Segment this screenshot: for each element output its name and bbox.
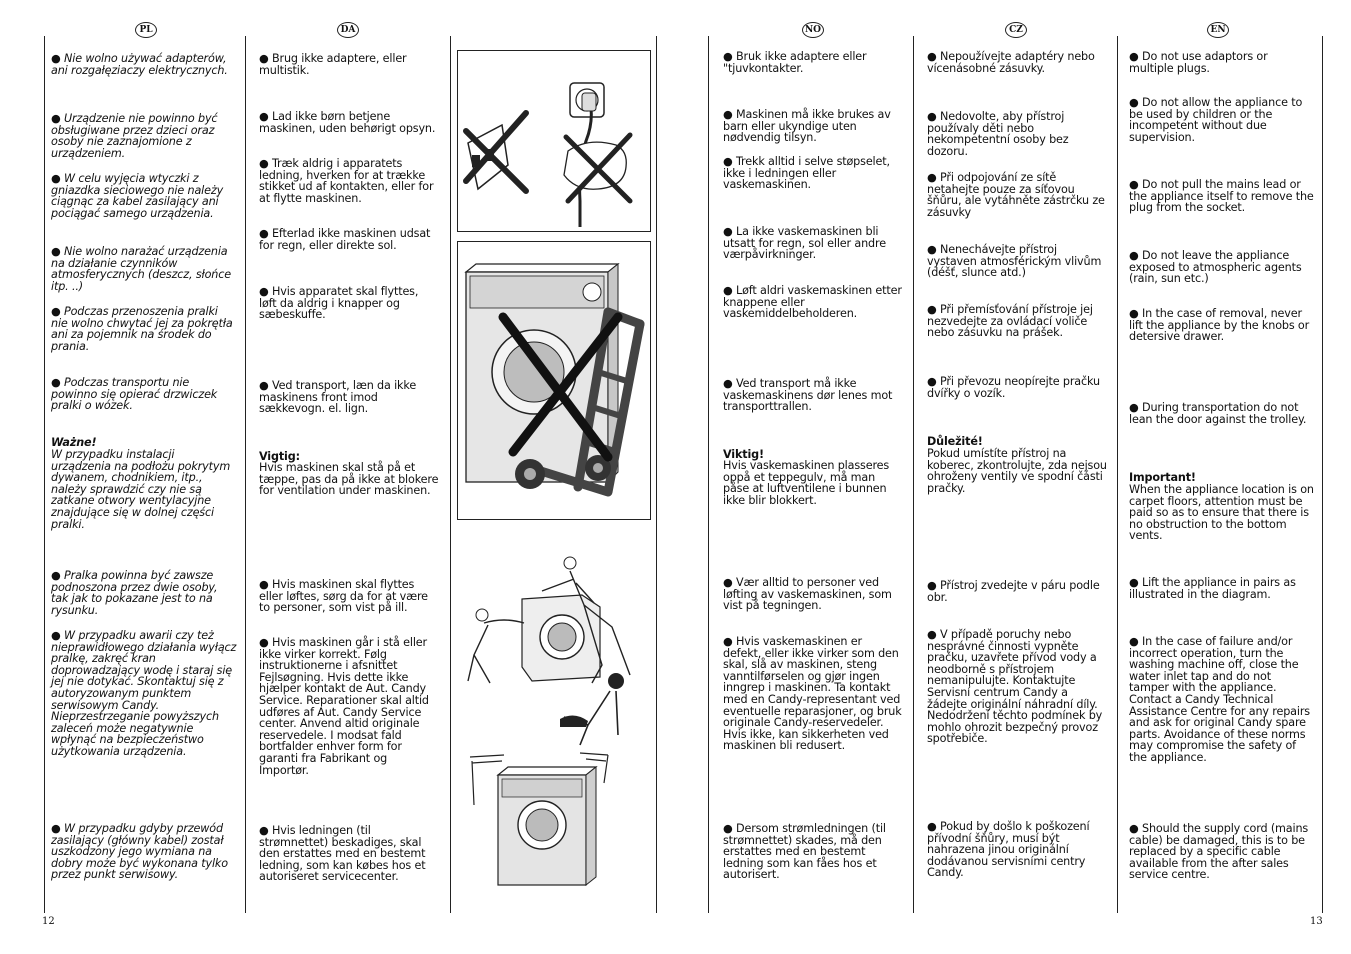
paragraph-pl-2: ● Urządzenie nie powinno być obsługiwane przez dzieci oraz osoby nie zaznajomione z urządzeniem. (51, 112, 218, 160)
language-badge-cz: CZ (1005, 22, 1027, 38)
page-number-right: 13 (1310, 916, 1323, 927)
paragraph-da-8: ● Hvis maskinen skal flyttes eller løftes, sørg da for at være to personer, som vist på ill. (259, 578, 428, 615)
paragraph-en-4: ● Do not leave the appliance exposed to atmospheric agents (rain, sun etc.) (1129, 249, 1302, 286)
paragraph-da-10: ● Hvis ledningen (til strømnettet) beskadiges, skal den erstattes med en bestemt ledning, som kan købes hos et autoriseret servicecenter. (259, 824, 426, 884)
heading-en: Important! (1129, 471, 1196, 484)
paragraph-en-2: ● Do not allow the appliance to be used by children or the incompetent without due supervision. (1129, 96, 1303, 144)
paragraph-no-6: ● Ved transport må ikke vaskemaskinens dør lenes mot transporttrallen. (723, 377, 893, 414)
paragraph-cz-2: ● Nedovolte, aby přístroj používaly děti nebo nekompetentní osoby bez dozoru. (927, 110, 1069, 158)
paragraph-da-2: ● Lad ikke børn betjene maskinen, uden behørigt opsyn. (259, 110, 436, 135)
language-badge-pl: PL (135, 22, 157, 38)
paragraph-no-3: ● Trekk alltid i selve støpselet, ikke i ledningen eller vaskemaskinen. (723, 155, 890, 192)
plug-illustration (457, 50, 651, 232)
paragraph-cz-6: ● Při převozu neopírejte pračku dvířky o vozík. (927, 375, 1100, 400)
paragraph-da-4: ● Efterlad ikke maskinen udsat for regn, eller direkte sol. (259, 227, 431, 252)
paragraph-da-3: ● Træk aldrig i apparatets ledning, hverken for at trække stikket ud af kontakten, eller for at flytte maskinen. (259, 157, 434, 205)
paragraph-pl-5: ● Podczas przenoszenia pralki nie wolno chwytać jej za pokrętła ani za pojemnik na środek do prania. (51, 305, 233, 353)
paragraph-cz-9: ● V případě poruchy nebo nesprávné činnosti vypněte pračku, uzavřete přívod vody a neodborně s přístrojem nemanipulujte. Kontaktujte Servisní centrum Candy a žádejte originální náhradní díly. Nedodržení těchto podmínek by mohlo ohrozit bezpečný provoz spotřebiče. (927, 628, 1103, 746)
paragraph-da-7: Hvis maskinen skal stå på et tæppe, pas da på ikke at blokere for ventilation under maskinen. (259, 461, 439, 498)
no-trolley-transport-illustration-icon (458, 242, 650, 519)
heading-no: Viktig! (723, 448, 764, 461)
language-badge-da: DA (337, 22, 359, 38)
paragraph-no-5: ● Løft aldri vaskemaskinen etter knappene eller vaskemiddelbeholderen. (723, 284, 902, 321)
paragraph-en-10: ● Should the supply cord (mains cable) be damaged, this is to be replaced by a specific cable available from the after sales service centre. (1129, 822, 1309, 882)
paragraph-cz-8: ● Přístroj zvedejte v páru podle obr. (927, 579, 1100, 604)
paragraph-no-1: ● Bruk ikke adaptere eller "tjuvkontakter. (723, 50, 867, 75)
paragraph-en-1: ● Do not use adaptors or multiple plugs. (1129, 50, 1268, 75)
heading-da: Vigtig: (259, 450, 300, 463)
paragraph-en-5: ● In the case of removal, never lift the appliance by the knobs or detersive drawer. (1129, 307, 1310, 344)
column-divider (656, 36, 657, 913)
paragraph-en-8: ● Lift the appliance in pairs as illustrated in the diagram. (1129, 576, 1296, 601)
paragraph-pl-10: ● W przypadku gdyby przewód zasilający (główny kabel) został uszkodzony jego wymiana na dobry może być wykonana tylko przez punkt serwisowy. (51, 822, 228, 882)
paragraph-pl-9: ● W przypadku awarii czy też nieprawidłowego działania wyłącz pralkę, zakręć kran doprowadzający wodę i staraj się jej nie dotykać. Skontaktuj się z autoryzowanym punktem serwisowym Candy. Nieprzestrzeganie powyższych zaleceń może negatywnie wpłynąć na bezpieczeństwo użytkowania urządzenia. (51, 629, 237, 758)
column-divider (245, 36, 246, 913)
paragraph-da-9: ● Hvis maskinen går i stå eller ikke virker korrekt. Følg instruktionerne i afsnittet Fejlsøgning. Hvis dette ikke hjælper kontakt de Aut. Candy Service. Reparationer skal altid udføres af Aut. Candy Service center. Anvend altid originale reservedele. I modsat fald bortfalder enhver form for garanti fra Fabrikant og Importør. (259, 636, 429, 777)
paragraph-en-7: When the appliance location is on carpet floors, attention must be paid so as to ensure that there is no obstruction to the bottom vents. (1129, 483, 1314, 543)
plug-no-adaptor-illustration-icon (458, 51, 650, 231)
paragraph-no-7: Hvis vaskemaskinen plasseres oppå et teppegulv, må man påse at luftventilene i bunnen ikke blir blokkert. (723, 459, 890, 507)
page-number-left: 12 (42, 916, 55, 927)
paragraph-pl-1: ● Nie wolno używać adapterów, ani rozgałęziaczy elektrycznych. (51, 52, 228, 77)
paragraph-cz-1: ● Nepoužívejte adaptéry nebo vícenásobné zásuvky. (927, 50, 1095, 75)
paragraph-pl-8: ● Pralka powinna być zawsze podnoszona przez dwie osoby, tak jak to pokazane jest to na rysunku. (51, 569, 218, 617)
paragraph-en-6: ● During transportation do not lean the door against the trolley. (1129, 401, 1307, 426)
column-divider (450, 36, 451, 913)
paragraph-no-8: ● Vær alltid to personer ved løfting av vaskemaskinen, som vist på tegningen. (723, 576, 892, 613)
paragraph-no-2: ● Maskinen må ikke brukes av barn eller ukyndige uten nødvendig tilsyn. (723, 108, 891, 145)
paragraph-pl-6: ● Podczas transportu nie powinno się opierać drzwiczek pralki o wózek. (51, 376, 218, 413)
paragraph-pl-4: ● Nie wolno narażać urządzenia na działanie czynników atmosferycznych (deszcz, słońce itp. ..) (51, 245, 231, 293)
paragraph-en-9: ● In the case of failure and/or incorrect operation, turn the washing machine off, close the water inlet tap and do not tamper with the appliance. Contact a Candy Technical Assistance Centre for any repairs and ask for original Candy spare parts. Avoidance of these norms may compromise the safety of the appliance. (1129, 635, 1310, 764)
paragraph-pl-7: W przypadku instalacji urządzenia na podłożu pokrytym dywanem, chodnikiem, itp., należy sprawdzić czy nie są zatkane otwory wentylacyjne znajdujące się w dolnej części pralki. (51, 448, 231, 531)
paragraph-cz-7: Pokud umístíte přístroj na koberec, zkontrolujte, zda nejsou ohroženy ventily ve spodní části pračky. (927, 447, 1107, 495)
column-divider (1117, 36, 1118, 913)
paragraph-pl-3: ● W celu wyjęcia wtyczki z gniazdka sieciowego nie należy ciągnąc za kabel zasilający ani pociągać samego urządzenia. (51, 172, 224, 220)
paragraph-no-9: ● Hvis vaskemaskinen er defekt, eller ikke virker som den skal, slå av maskinen, steng vanntilførselen og gjør ingen inngrep i maskinen. Ta kontakt med en Candy-representant ved eventuelle reparasjoner, og bruk originale Candy-reservedeler. Hvis ikke, kan sikkerheten ved maskinen bli redusert. (723, 635, 902, 753)
paragraph-no-10: ● Dersom strømledningen (til strømnettet) skades, må den erstattes med en bestemt ledning som kan fåes hos et autorisert. (723, 822, 886, 882)
paragraph-da-6: ● Ved transport, læn da ikke maskinens front imod sækkevogn. el. lign. (259, 379, 417, 416)
column-divider (1322, 36, 1323, 913)
paragraph-cz-5: ● Při přemísťování přístroje jej nezvedejte za ovládací voliče nebo zásuvku na prášek. (927, 303, 1093, 340)
paragraph-cz-4: ● Nenechávejte přístroj vystaven atmosférickým vlivům (déšť, slunce atd.) (927, 243, 1102, 280)
paragraph-da-5: ● Hvis apparatet skal flyttes, løft da aldrig i knapper og sæbeskuffe. (259, 285, 419, 322)
language-badge-no: NO (802, 22, 824, 38)
paragraph-en-3: ● Do not pull the mains lead or the appliance itself to remove the plug from the socket. (1129, 178, 1314, 215)
paragraph-da-1: ● Brug ikke adaptere, eller multistik. (259, 52, 407, 77)
column-divider (708, 36, 709, 913)
heading-pl: Ważne! (51, 436, 97, 449)
service-illustration (468, 665, 650, 887)
language-badge-en: EN (1207, 22, 1229, 38)
trolley-illustration (457, 241, 651, 520)
paragraph-no-4: ● La ikke vaskemaskinen bli utsatt for regn, sol eller andre værpåvirkninger. (723, 225, 886, 262)
paragraph-cz-10: ● Pokud by došlo k poškození přívodní šňůry, musí být nahrazena jinou originální dodávanou servisními centry Candy. (927, 820, 1090, 880)
paragraph-cz-3: ● Při odpojování ze sítě netahejte pouze za síťovou šňůru, ale vytáhněte zástrčku ze zásuvky (927, 171, 1105, 219)
column-divider (913, 36, 914, 913)
service-call-illustration-icon (468, 665, 650, 887)
column-divider (44, 36, 45, 913)
heading-cz: Důležité! (927, 435, 983, 448)
